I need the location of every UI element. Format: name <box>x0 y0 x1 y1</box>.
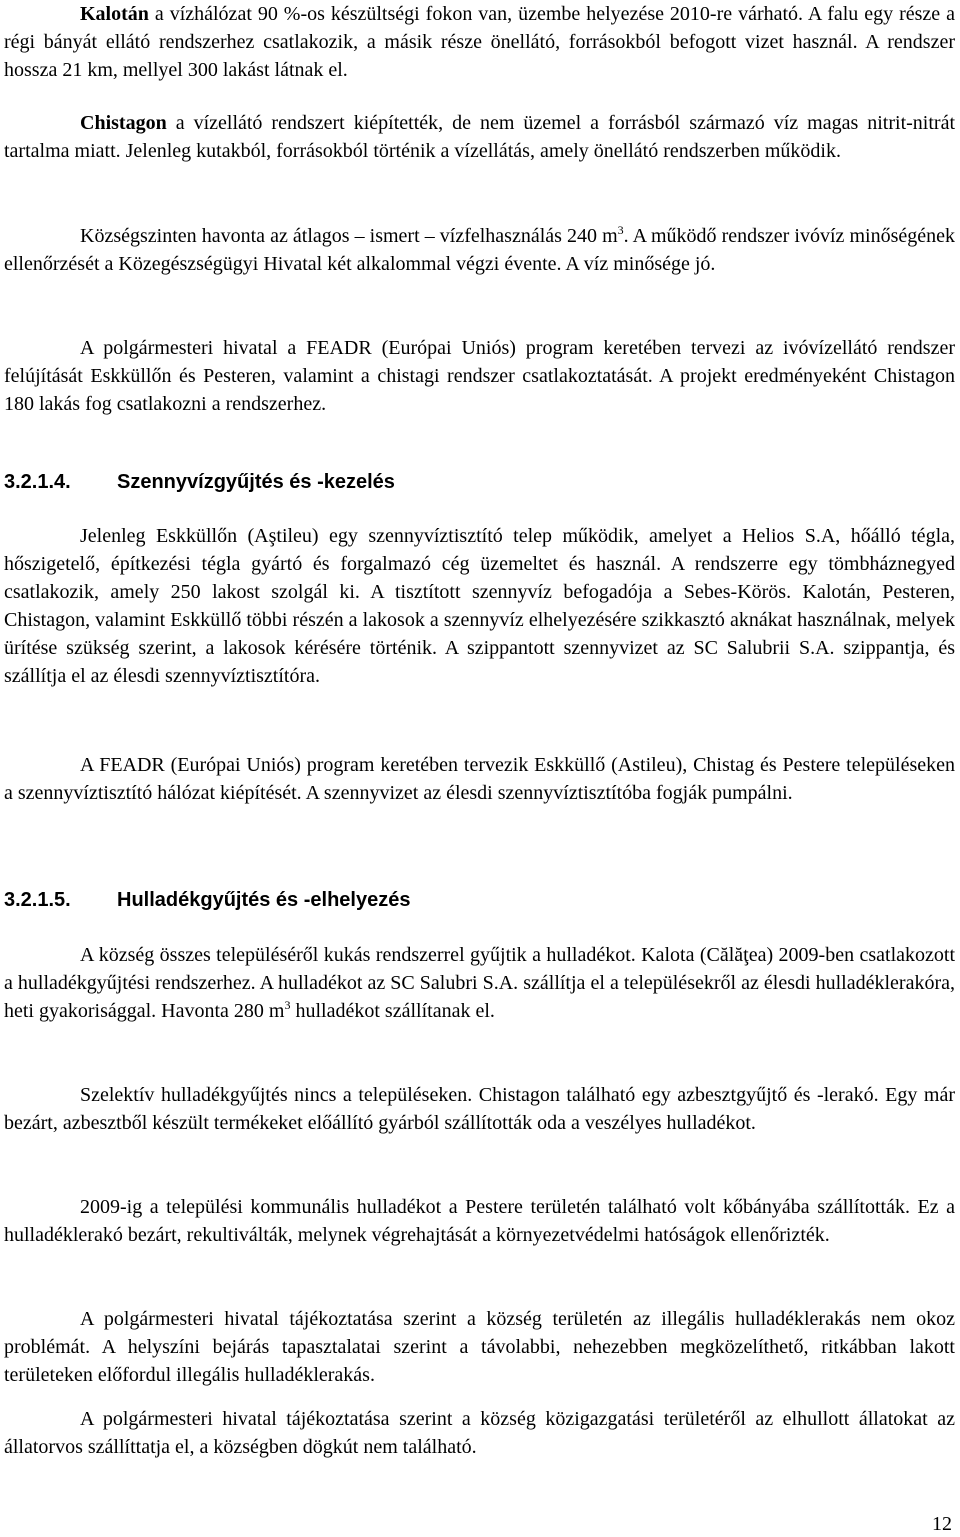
place-name: Chistagon <box>80 112 167 134</box>
superscript: 3 <box>617 223 624 237</box>
section-title: Hulladékgyűjtés és -elhelyezés <box>117 889 411 911</box>
paragraph-chistagon <box>4 109 955 165</box>
page-number: 12 <box>932 1513 952 1535</box>
paragraph-sewage-current: Jelenleg Eskküllőn (Aştileu) egy szennyvíztisztító telep működik, amelyet a Helios S.A, hőálló tégla, hőszigetelő, építkezési tégla gyártó és forgalmazó cég üzemeltet és használ. A rendszerre egy tömbháznegyed csatlakozik, amely 250 lakost szolgál ki. A tisztított szennyvíz befogadója a Sebes-Körös. Kalotán, Pesteren, Chistagon, valamint Eskküllő többi részén a lakosok a szennyvíz elhelyezésére szikkasztó aknákat használnak, melyek ürítése szükség szerint, a lakosok kérésére történik. A szippantott szennyvizet az SC Salubrii S.A. szippantja, és szállítja el az élesdi szennyvíztisztítóra. <box>4 525 955 687</box>
section-number: 3.2.1.4. <box>4 471 71 493</box>
superscript: 3 <box>284 998 291 1012</box>
paragraph-feadr-water: A polgármesteri hivatal a FEADR (Európai Uniós) program keretében tervezi az ivóvízellátó rendszer felújítását Eskküllőn és Pesteren, valamint a chistagi rendszer csatlakoztatását. A projekt eredményeként Chistagon 180 lakás fog csatlakozni a rendszerhez. <box>4 337 955 415</box>
paragraph-selective-collection: Szelektív hulladékgyűjtés nincs a településeken. Chistagon található egy azbesztgyűjtő és -lerakó. Egy már bezárt, azbesztből készült termékeket előállító gyárból szállították oda a veszélyes hulladékot. <box>4 1084 955 1134</box>
paragraph-text: a vízhálózat 90 %-os készültségi fokon van, üzembe helyezése 2010-re várható. A falu egy része a régi bányát ellátó rendszerhez csatlakozik, a másik része önellátó, forrásokból befogott vizet használ. A rendszer hossza 21 km, mellyel 300 lakást látnak el. <box>4 3 955 81</box>
paragraph-waste-collection: A község összes településéről kukás rendszerrel gyűjtik a hulladékot. Kalota (Călăţea) 2009-ben csatlakozott a hulladékgyűjtési rendszerhez. A hulladékot az SC Salubri S.A. szállítja el a településekről az élesdi hulladéklerakóra, heti gyakorisággal. Havonta 280 $m^3$ hulladékot szállítanak el. <box>4 944 955 1022</box>
paragraph-animal-carcasses: A polgármesteri hivatal tájékoztatása szerint a község közigazgatási területéről az elhullott állatokat az állatorvos szállíttatja el, a községben dögkút nem található. <box>4 1408 955 1458</box>
paragraph-sewage-feadr: A FEADR (Európai Uniós) program keretében tervezik Eskküllő (Astileu), Chistag és Pestere településeken a szennyvíztisztító hálózat kiépítését. A szennyvizet az élesdi szennyvíztisztítóba fogják pumpálni. <box>4 754 955 804</box>
section-title: Szennyvízgyűjtés és -kezelés <box>117 471 395 493</box>
paragraph-text: a vízellátó rendszert kiépítették, de nem üzemel a forrásból származó víz magas nitrit-nitrát tartalma miatt. Jelenleg kutakból, forrásokból történik a vízellátás, amely önellátó rendszerben működik. <box>4 112 955 162</box>
paragraph-illegal-dumping: A polgármesteri hivatal tájékoztatása szerint a község területén az illegális hulladéklerakás nem okoz problémát. A helyszíni bejárás tapasztalatai szerint a távolabbi, nehezebben megközelíthető, ritkábban lakott területeken előfordul illegális hulladéklerakás. <box>4 1308 955 1386</box>
paragraph-pestere-landfill: 2009-ig a települési kommunális hulladékot a Pestere területén található volt kőbányába szállították. Ez a hulladéklerakó bezárt, rekultiválták, melynek végrehajtását a környezetvédelmi hatóságok ellenőrizték. <box>4 1196 955 1246</box>
paragraph-kalotan <box>4 0 955 84</box>
place-name: Kalotán <box>80 3 149 25</box>
section-heading-waste <box>4 886 955 914</box>
section-number: 3.2.1.5. <box>4 889 71 911</box>
paragraph-water-usage: Községszinten havonta az átlagos – ismert – vízfelhasználás 240 $m^3$. A működő rendszer ivóvíz minőségének ellenőrzését a Közegészségügyi Hivatal két alkalommal végzi évente. A víz minősége jó. <box>4 223 955 275</box>
section-heading-sewage <box>4 468 955 496</box>
